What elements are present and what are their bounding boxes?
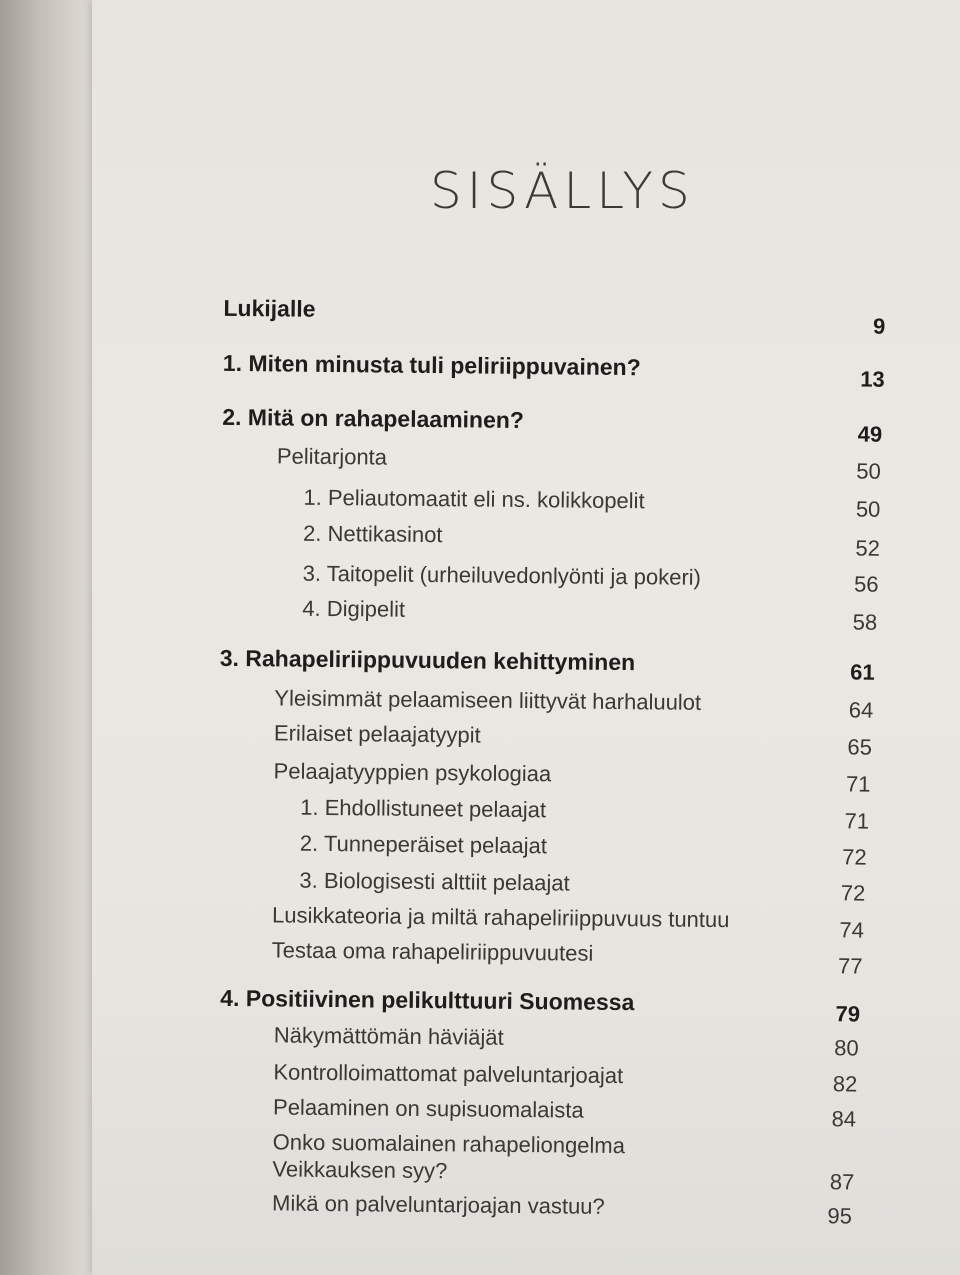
toc-page-number: 74 <box>839 917 865 943</box>
toc-entry-section: Testaa oma rahapeliriippuvuutesi <box>271 937 594 966</box>
toc-page-number: 61 <box>850 659 875 685</box>
toc-entry-section: Pelitarjonta <box>276 443 388 470</box>
toc-page-number: 64 <box>848 697 874 723</box>
toc-page-number: 80 <box>834 1035 859 1061</box>
toc-entry-section-multiline <box>272 1128 625 1186</box>
toc-entry-chapter: 4. Positiivinen pelikulttuuri Suomessa <box>220 984 635 1016</box>
toc-page-number: 50 <box>856 458 881 484</box>
toc-page-number: 72 <box>842 844 867 870</box>
toc-page-number: 95 <box>827 1203 853 1229</box>
toc-page-number: 71 <box>845 771 871 797</box>
table-of-contents <box>85 0 960 1275</box>
toc-page-number: 72 <box>840 880 866 906</box>
toc-entry-section: Mikä on palveluntarjoajan vastuu? <box>271 1190 605 1219</box>
toc-page-number: 13 <box>860 366 885 392</box>
toc-page-number: 84 <box>831 1106 857 1132</box>
toc-entry-section: Pelaaminen on supisuomalaista <box>272 1094 584 1123</box>
toc-page-number: 50 <box>855 496 881 522</box>
toc-page-number: 56 <box>853 571 879 597</box>
toc-entry-line: Veikkauksen syy? <box>272 1156 448 1184</box>
toc-entry-subsection: 3. Taitopelit (urheiluvedonlyönti ja pokeri) <box>302 560 702 590</box>
toc-entry-section: Kontrolloimattomat palveluntarjoajat <box>273 1059 624 1089</box>
toc-entry-chapter: 3. Rahapeliriippuvuuden kehittyminen <box>219 644 636 676</box>
toc-entry-subsection: 2. Nettikasinot <box>302 520 443 548</box>
page-title: SISÄLLYS <box>430 162 695 220</box>
toc-entry-subsection: 4. Digipelit <box>302 595 406 622</box>
toc-page-number: 82 <box>832 1071 858 1097</box>
toc-page-number: 52 <box>855 535 881 561</box>
toc-page-number: 9 <box>872 313 886 339</box>
toc-entry-subsection: 3. Biologisesti alttiit pelaajat <box>299 867 570 896</box>
toc-entry-section: Pelaajatyyppien psykologiaa <box>273 758 552 787</box>
toc-entry-chapter: 2. Mitä on rahapelaaminen? <box>222 403 525 434</box>
toc-entry-chapter: Lukijalle <box>223 294 316 322</box>
toc-entry-section: Yleisimmät pelaamiseen liittyvät harhaluulot <box>274 685 702 715</box>
book-page <box>92 0 960 1275</box>
toc-entry-section: Näkymättömän häviäjät <box>273 1022 504 1050</box>
toc-entry-subsection: 1. Peliautomaatit eli ns. kolikkopelit <box>303 484 645 514</box>
toc-page-number: 77 <box>837 953 863 979</box>
toc-page-number: 49 <box>857 421 883 447</box>
toc-page-number: 65 <box>847 734 873 760</box>
toc-entry-line: Onko suomalainen rahapeliongelma <box>272 1129 626 1159</box>
toc-entry-section: Erilaiset pelaajatyypit <box>273 720 481 748</box>
toc-page-number: 87 <box>829 1169 855 1195</box>
toc-page-number: 79 <box>835 1001 861 1027</box>
toc-page-number: 71 <box>844 808 870 834</box>
toc-page-number: 58 <box>852 609 878 635</box>
toc-entry-chapter: 1. Miten minusta tuli peliriippuvainen? <box>222 349 641 381</box>
toc-entry-subsection: 2. Tunneperäiset pelaajat <box>299 830 548 859</box>
toc-entry-subsection: 1. Ehdollistuneet pelaajat <box>300 794 547 823</box>
toc-entry-section: Lusikkateoria ja miltä rahapeliriippuvuus tuntuu <box>271 902 730 933</box>
